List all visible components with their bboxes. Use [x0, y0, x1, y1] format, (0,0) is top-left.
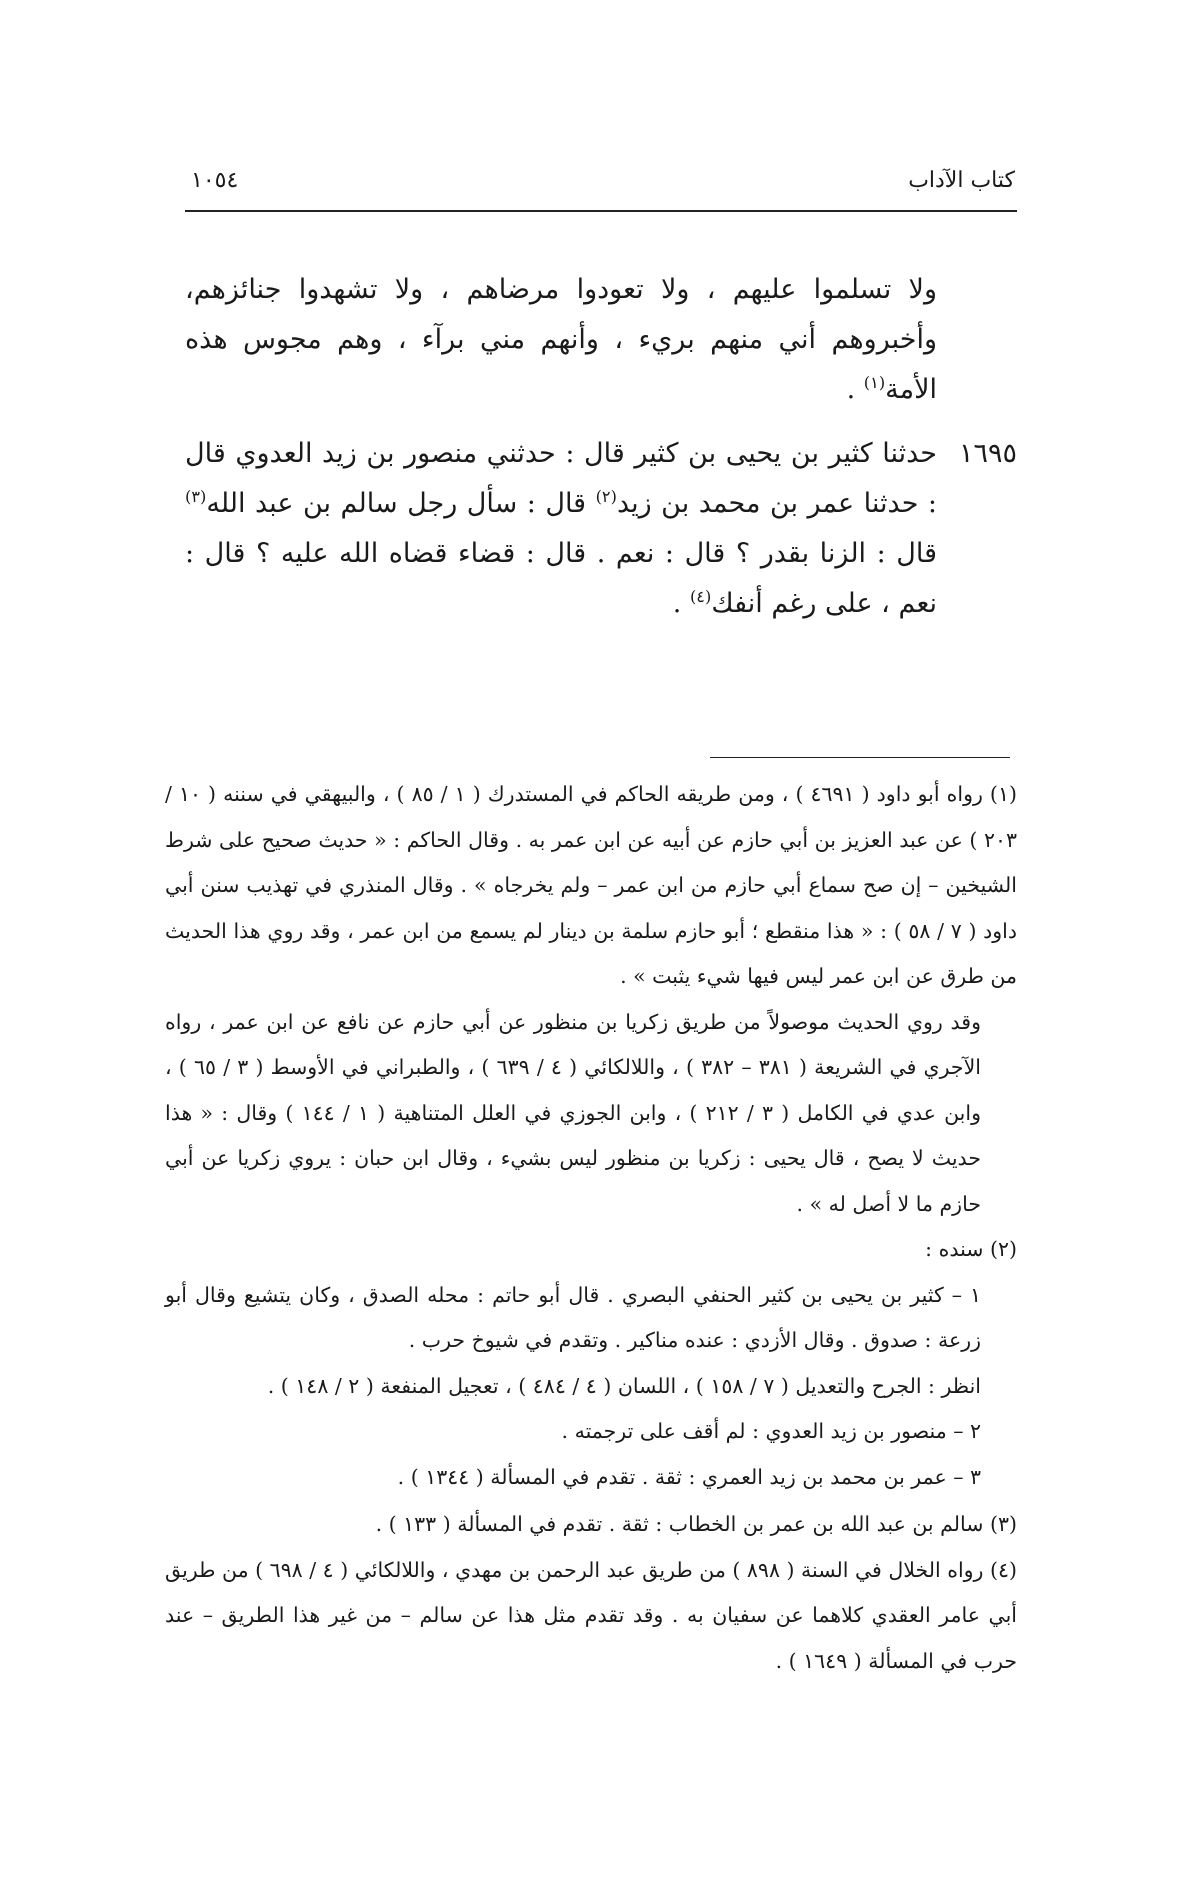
hadith-number: ١٦٩٥ [958, 438, 1017, 469]
footnote-4: (٤) رواه الخلال في السنة ( ٨٩٨ ) من طريق عبد الرحمن بن مهدي ، واللالكائي ( ٤ / ٦٩٨ ) من طريق أبي عامر العقدي كلاهما عن سفيان به . وقد تقدم مثل هذا عن سالم – من غير هذا الطريق – عند حرب في المسألة ( ١٦٤٩ ) . [165, 1557, 1017, 1673]
hadith-text-1: حدثنا كثير بن يحيى بن كثير قال : حدثني منصور بن زيد العدوي قال : حدثنا عمر بن محمد بن زيد [185, 438, 937, 519]
footnote-separator [710, 757, 1010, 758]
footnote-ref-3: (٣) [185, 487, 207, 506]
running-title: كتاب الآداب [908, 168, 1015, 193]
page-number: ١٠٥٤ [191, 168, 239, 193]
footnote-ref-4: (٤) [689, 587, 712, 606]
hadith-end: . [672, 588, 690, 619]
footnote-2-item-1: ١ – كثير بن يحيى بن كثير الحنفي البصري . قال أبو حاتم : محله الصدق ، وكان يتشيع وقال أبو زرعة : صدوق . وقال الأزدي : عنده مناكير . وتقدم في شيوخ حرب . [165, 1282, 981, 1352]
footnote-ref-2: (٢) [595, 487, 617, 506]
continuation-text: ولا تسلموا عليهم ، ولا تعودوا مرضاهم ، ولا تشهدوا جنائزهم، وأخبروهم أني منهم بريء ، وأنهم مني برآء ، وهم مجوس هذه الأمة [185, 274, 937, 405]
page-header [185, 166, 1017, 212]
continuation-end: . [846, 374, 864, 405]
footnote-ref-1: (١) [863, 373, 886, 392]
hadith-text-3: قال : الزنا بقدر ؟ قال : نعم . قال : قضاء قضاه الله عليه ؟ قال : نعم ، على رغم أنفك [185, 538, 937, 619]
hadith-paragraph [185, 429, 1017, 629]
footnote-1: (١) رواه أبو داود ( ٤٦٩١ ) ، ومن طريقه الحاكم في المستدرك ( ١ / ٨٥ ) ، والبيهقي في سننه ( ١٠ / ٢٠٣ ) عن عبد العزيز بن أبي حازم عن أبيه عن ابن عمر به . وقال الحاكم : « حديث صحيح على شرط الشيخين – إن صح سماع أبي حازم من ابن عمر – ولم يخرجاه » . وقال المنذري في تهذيب سنن أبي داود ( ٧ / ٥٨ ) : « هذا منقطع ؛ أبو حازم سلمة بن دينار لم يسمع من ابن عمر ، وقد روي هذا الحديث من طرق عن ابن عمر ليس فيها شيء يثبت » . [165, 782, 1017, 988]
footnote-2-item-3: ٣ – عمر بن محمد بن زيد العمري : ثقة . تقدم في المسألة ( ١٣٤٤ ) . [397, 1464, 981, 1489]
footnote-2-item-2: ٢ – منصور بن زيد العدوي : لم أقف على ترجمته . [561, 1419, 981, 1443]
continuation-paragraph [185, 265, 1017, 415]
footnote-3: (٣) سالم بن عبد الله بن عمر بن الخطاب : ثقة . تقدم في المسألة ( ١٣٣ ) . [375, 1512, 1017, 1536]
footnote-2-title: (٢) سنده : [925, 1237, 1017, 1261]
hadith-text-2: قال : سأل رجل سالم بن عبد الله [206, 488, 596, 519]
footnote-2-item-1-refs: انظر : الجرح والتعديل ( ٧ / ١٥٨ ) ، اللسان ( ٤ / ٤٨٤ ) ، تعجيل المنفعة ( ٢ / ١٤٨ ) . [267, 1373, 981, 1398]
footnotes [165, 772, 1017, 1684]
main-text [185, 265, 1017, 629]
footnote-1-continued: وقد روي الحديث موصولاً من طريق زكريا بن منظور عن أبي حازم عن نافع عن ابن عمر ، رواه الآجري في الشريعة ( ٣٨١ – ٣٨٢ ) ، واللالكائي ( ٤ / ٦٣٩ ) ، والطبراني في الأوسط ( ٣ / ٦٥ ) ، وابن عدي في الكامل ( ٣ / ٢١٢ ) ، وابن الجوزي في العلل المتناهية ( ١ / ١٤٤ ) وقال : « هذا حديث لا يصح ، قال يحيى : زكريا بن منظور ليس بشيء ، وقال ابن حبان : يروي زكريا عن أبي حازم ما لا أصل له » . [165, 1009, 981, 1216]
